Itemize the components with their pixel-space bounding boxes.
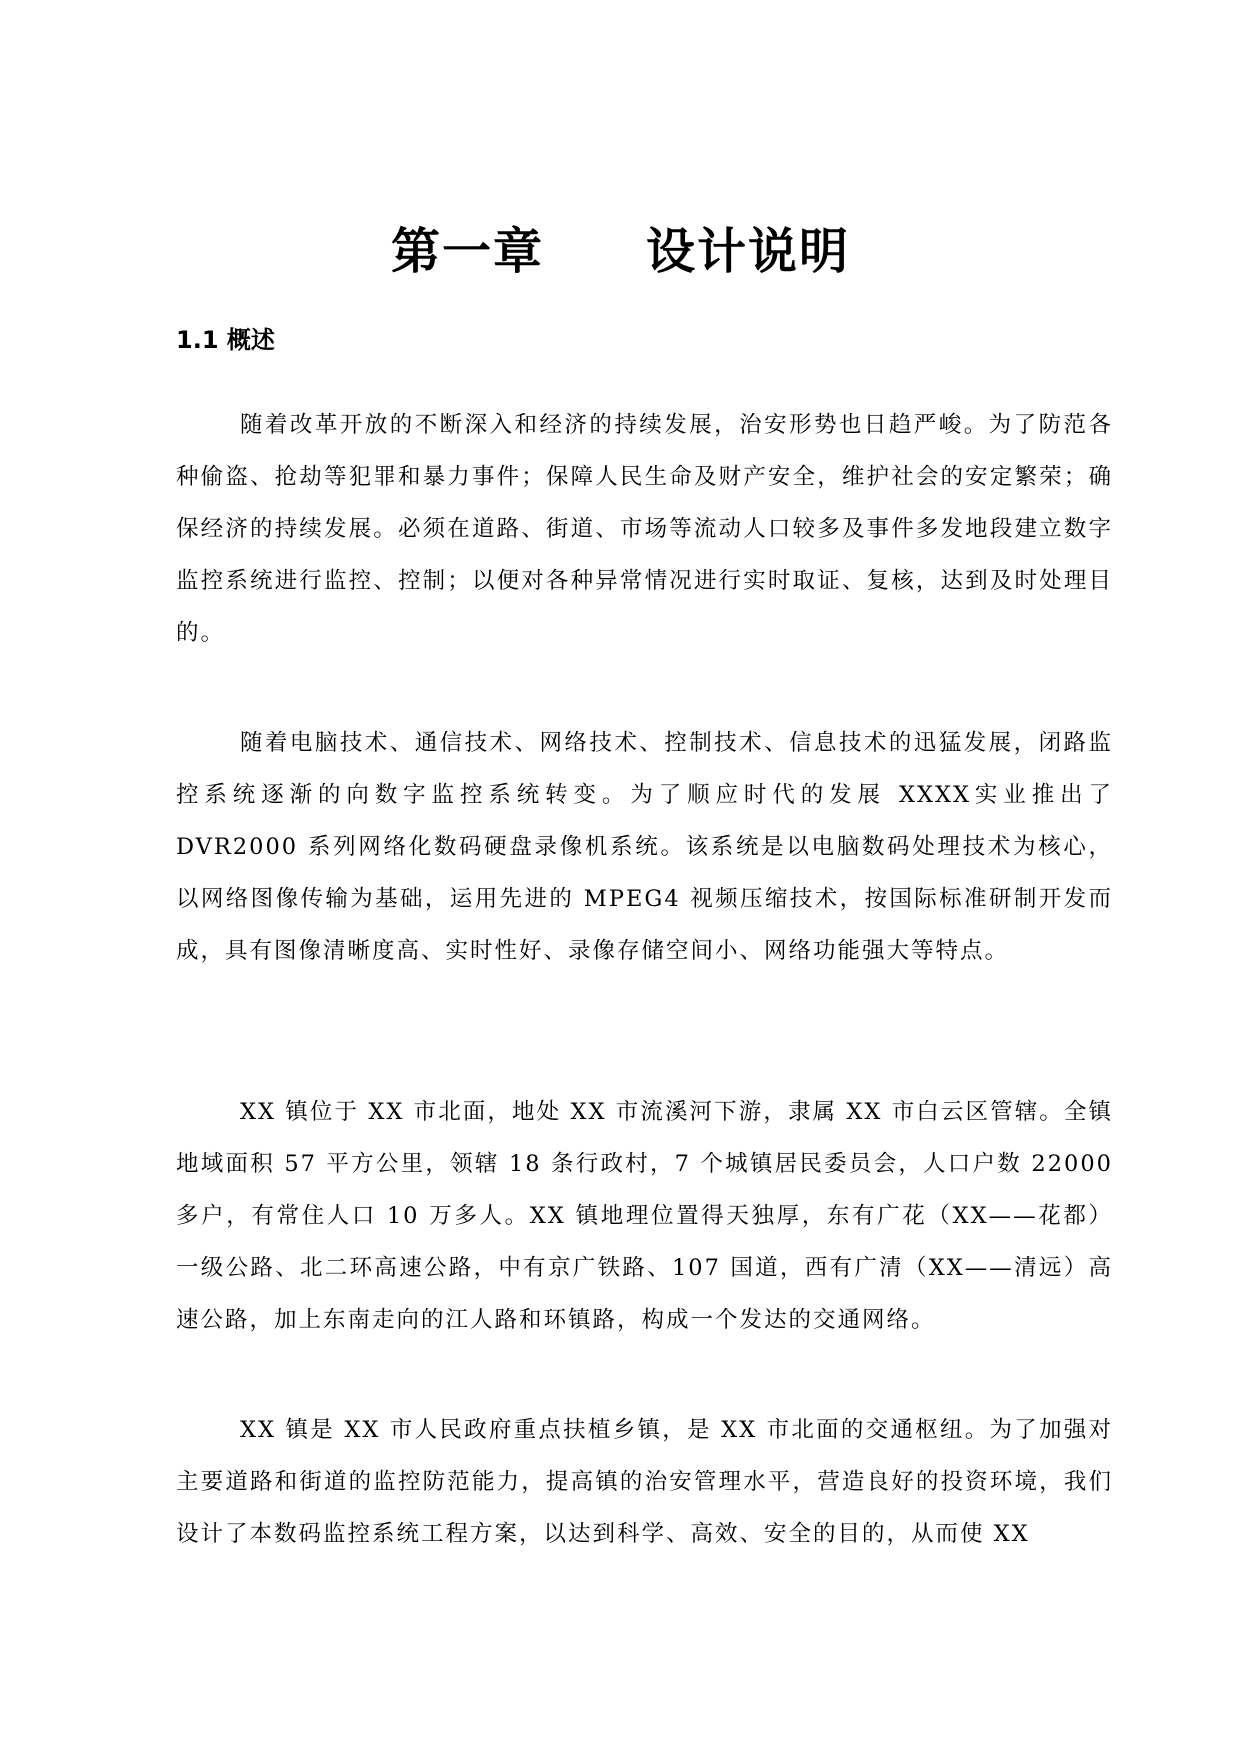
paragraph: XX 镇位于 XX 市北面，地处 XX 市流溪河下游，隶属 XX 市白云区管辖。全镇地域面积 57 平方公里，领辖 18 条行政村，7 个城镇居民委员会，人口户数 22000多户，有常住人口 10 万多人。XX 镇地理位置得天独厚，东有广花（XX——花都）一级公路、北二环高速公路，中有京广铁路、107 国道，西有广清（XX——清远）高速公路，加上东南走向的江人路和环镇路，构成一个发达的交通网络。 <box>176 1099 1113 1333</box>
paragraph: 随着电脑技术、通信技术、网络技术、控制技术、信息技术的迅猛发展，闭路监控系统逐渐的向数字监控系统转变。为了顺应时代的发展 XXXX实业推出了 DVR2000 系列网络化数码硬盘录像机系统。该系统是以电脑数码处理技术为核心，以网络图像传输为基础，运用先进的 MPEG4 视频压缩技术，按国际标准研制开发而成，具有图像清晰度高、实时性好、录像存储空间小、网络功能强大等特点。 <box>176 730 1113 964</box>
paragraph: 随着改革开放的不断深入和经济的持续发展，治安形势也日趋严峻。为了防范各种偷盗、抢劫等犯罪和暴力事件；保障人民生命及财产安全，维护社会的安定繁荣；确保经济的持续发展。必须在道路、街道、市场等流动人口较多及事件多发地段建立数字监控系统进行监控、控制；以便对各种异常情况进行实时取证、复核，达到及时处理目的。 <box>176 412 1113 646</box>
section-heading: 1.1 概述 <box>176 326 275 354</box>
chapter-title: 第一章 设计说明 <box>390 223 850 280</box>
paragraph: XX 镇是 XX 市人民政府重点扶植乡镇，是 XX 市北面的交通枢纽。为了加强对主要道路和街道的监控防范能力，提高镇的治安管理水平，营造良好的投资环境，我们设计了本数码监控系统工程方案，以达到科学、高效、安全的目的，从而使 XX <box>176 1417 1113 1547</box>
